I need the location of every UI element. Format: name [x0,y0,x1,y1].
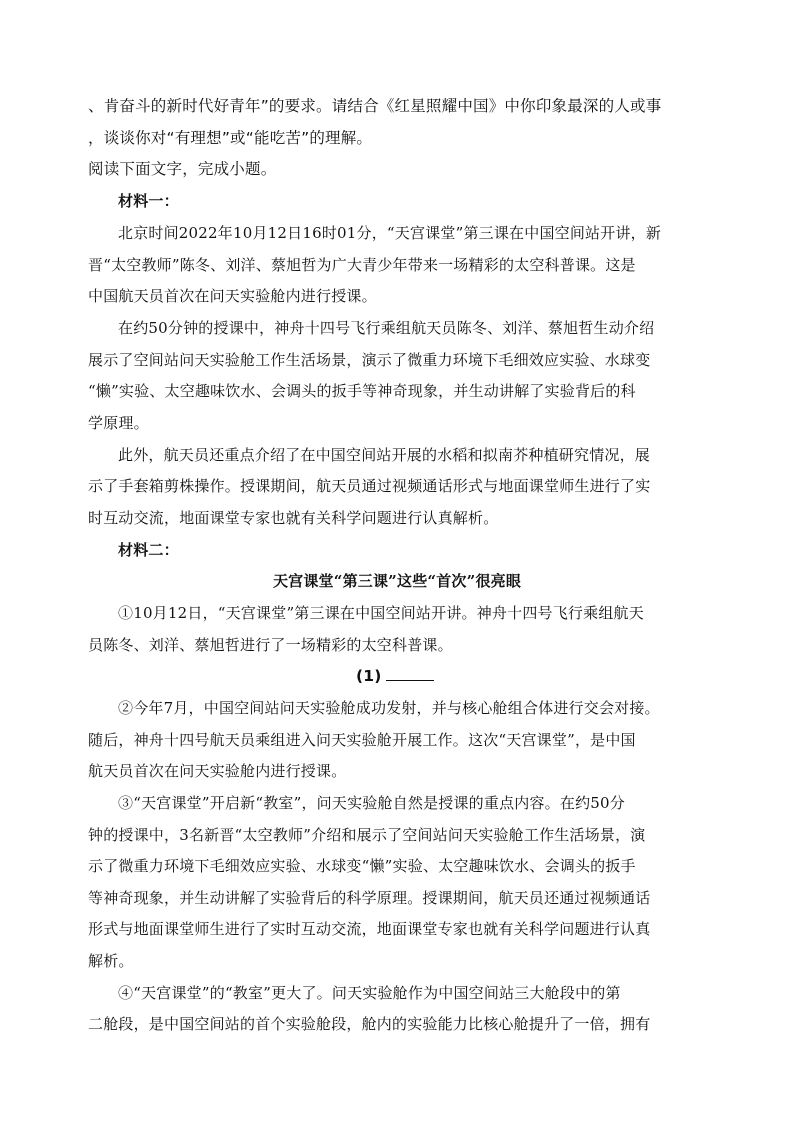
paragraph-line: 解析。 [88,952,134,970]
paragraph-line: 随后，神舟十四号航天员乘组进入问天实验舱开展工作。这次“天宫课堂”，是中国 [88,731,636,749]
paragraph-line: 北京时间2022年10月12日16时01分，“天宫课堂”第三课在中国空间站开讲，新 [118,224,662,242]
paragraph-line: 在约50分钟的授课中，神舟十四号飞行乘组航天员陈冬、刘洋、蔡旭哲生动介绍 [118,319,655,337]
paragraph-line: ④“天宫课堂”的“教室”更大了。问天实验舱作为中国空间站三大舱段中的第 [118,984,621,1002]
paragraph-line: 员陈冬、刘洋、蔡旭哲进行了一场精彩的太空科普课。 [88,636,453,654]
paragraph-line: 展示了空间站问天实验舱工作生活场景，演示了微重力环境下毛细效应实验、水球变 [88,351,651,369]
paragraph-line: 等神奇现象，并生动讲解了实验背后的科学原理。授课期间，航天员还通过视频通话 [88,889,651,907]
article-title: 天宫课堂“第三课”这些“首次”很亮眼 [272,572,522,590]
fill-in-blank [356,666,434,686]
paragraph-line: 时互动交流，地面课堂专家也就有关科学问题进行认真解析。 [88,509,499,527]
intro-line: ，谈谈你对“有理想”或“能吃苦”的理解。 [88,129,373,147]
paragraph-line: ②今年7月，中国空间站问天实验舱成功发射，并与核心舱组合体进行交会对接。 [118,699,660,717]
material2-heading: 材料二： [118,541,179,559]
paragraph-line: 钟的授课中，3名新晋“太空教师”介绍和展示了空间站问天实验舱工作生活场景，演 [88,826,646,844]
paragraph-line: 晋“太空教师”陈冬、刘洋、蔡旭哲为广大青少年带来一场精彩的太空科普课。这是 [88,256,636,274]
paragraph-line: 此外，航天员还重点介绍了在中国空间站开展的水稻和拟南芥种植研究情况，展 [118,446,651,464]
paragraph-line: 中国航天员首次在问天实验舱内进行授课。 [88,287,377,305]
paragraph-line: ①10月12日，“天宫课堂”第三课在中国空间站开讲。神舟十四号飞行乘组航天 [118,604,644,622]
paragraph-line: 示了手套箱剪株操作。授课期间，航天员通过视频通话形式与地面课堂师生进行了实 [88,477,651,495]
material1-heading: 材料一： [118,192,179,210]
blank-underline [386,666,434,681]
blank-label: (1) [356,667,382,685]
paragraph-line: “懒”实验、太空趣味饮水、会调头的扳手等神奇现象，并生动讲解了实验背后的科 [88,382,636,400]
intro-line: 阅读下面文字，完成小题。 [88,160,277,178]
intro-line: 、肯奋斗的新时代好青年”的要求。请结合《红星照耀中国》中你印象最深的人或事 [88,97,662,115]
paragraph-line: 航天员首次在问天实验舱内进行授课。 [88,762,347,780]
paragraph-line: 形式与地面课堂师生进行了实时互动交流，地面课堂专家也就有关科学问题进行认真 [88,920,651,938]
paragraph-line: ③“天宫课堂”开启新“教室”，问天实验舱自然是授课的重点内容。在约50分 [118,794,625,812]
paragraph-line: 学原理。 [88,414,149,432]
paragraph-line: 示了微重力环境下毛细效应实验、水球变“懒”实验、太空趣味饮水、会调头的扳手 [88,857,636,875]
paragraph-line: 二舱段，是中国空间站的首个实验舱段，舱内的实验能力比核心舱提升了一倍，拥有 [88,1015,651,1033]
